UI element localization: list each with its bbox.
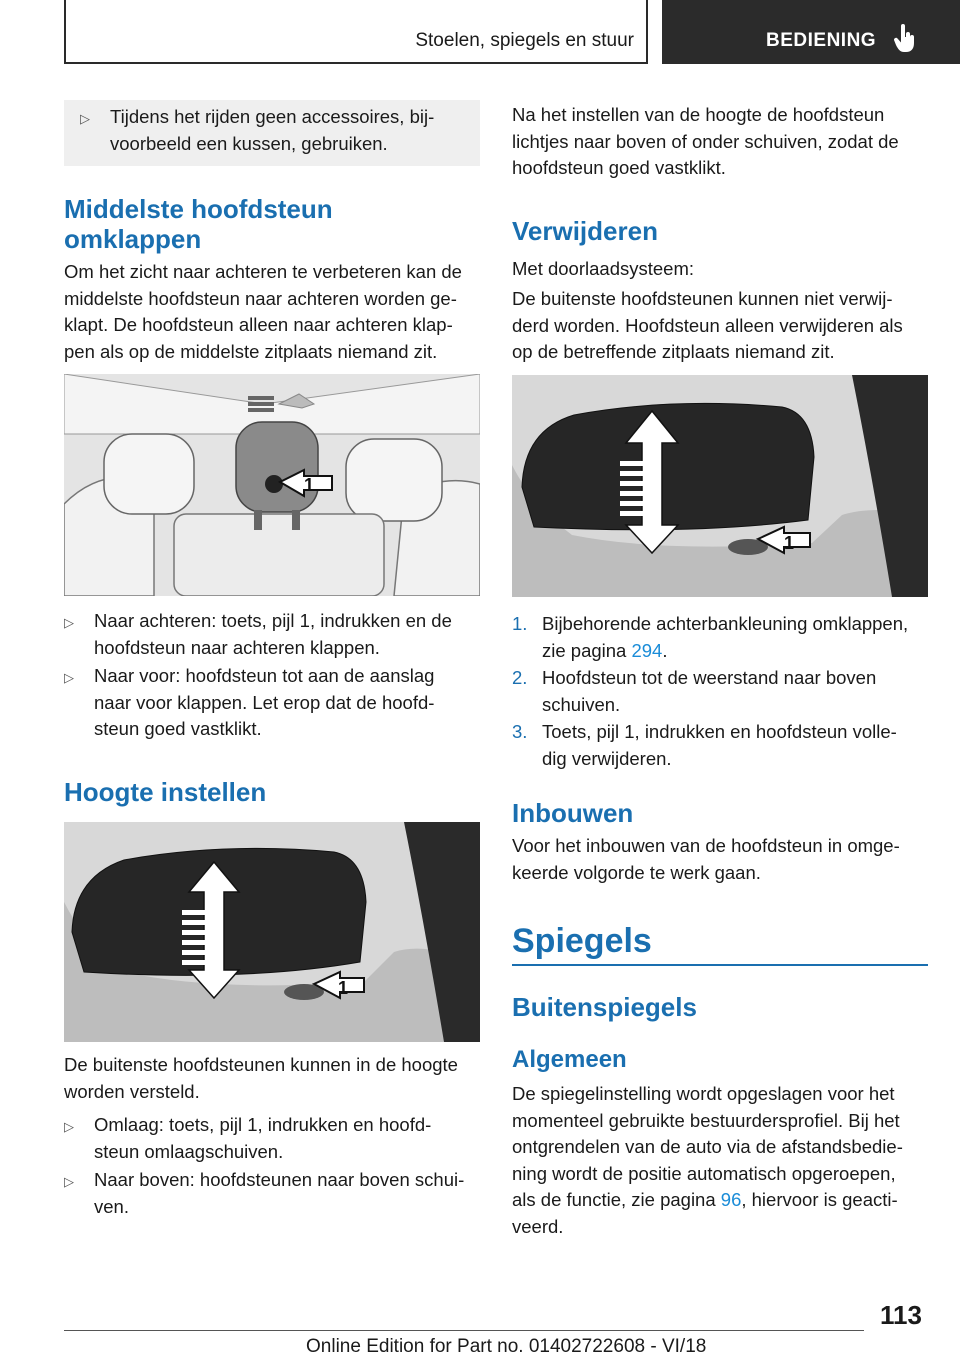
paragraph-install: Voor het inbouwen van de hoofdsteun in omge- keerde volgorde te werk gaan. — [512, 835, 900, 883]
heading-height: Hoogte instellen — [64, 777, 267, 807]
list-item-text: Omlaag: toets, pijl 1, indrukken en hoofd- steun omlaagschuiven. — [94, 1114, 432, 1162]
headrest-remove-illustration — [512, 375, 928, 597]
heading-general: Algemeen — [512, 1046, 627, 1073]
paragraph-general — [512, 1081, 932, 1240]
note-item — [80, 104, 480, 164]
headrest-fold-illustration — [64, 374, 480, 596]
list-item — [64, 1167, 484, 1223]
bullet-triangle-icon: ▷ — [64, 1119, 74, 1134]
callout-1: 1 — [784, 533, 795, 553]
paragraph-general-a: De spiegelinstelling wordt opgeslagen voor het momenteel gebruikte bestuurdersprofiel. Bij het ontgrendelen van de auto via de afstandsbedie- ning wordt de positie automatisch opgeroepen, als de functie, zie pagina — [512, 1083, 903, 1210]
step-item — [512, 611, 932, 667]
header-section-title: Stoelen, spiegels en stuur — [415, 30, 634, 51]
bullet-triangle-icon: ▷ — [64, 670, 74, 685]
step-text: Toets, pijl 1, indrukken en hoofdsteun volle- dig verwijderen. — [542, 721, 897, 769]
step-item — [512, 719, 932, 775]
step-number: 2. — [512, 667, 528, 688]
paragraph-height: De buitenste hoofdsteunen kunnen in de hoogte worden versteld. — [64, 1054, 458, 1102]
list-item — [64, 608, 484, 664]
header-section-box — [64, 0, 648, 64]
page-link[interactable]: 294 — [631, 639, 663, 661]
list-item-text: Naar voor: hoofdsteun tot aan de aanslag naar voor klappen. Let erop dat de hoofd- steun goed vastklikt. — [94, 665, 435, 739]
header-tab — [662, 0, 960, 64]
bullet-triangle-icon: ▷ — [64, 615, 74, 630]
header-tab-label: BEDIENING — [766, 30, 877, 51]
step-number: 3. — [512, 721, 528, 742]
step-number: 1. — [512, 613, 528, 634]
step-item — [512, 665, 932, 721]
bullet-triangle-icon: ▷ — [80, 111, 90, 126]
footer-rule — [64, 1330, 864, 1331]
paragraph-after-adjust: Na het instellen van de hoogte de hoofdsteun lichtjes naar boven of onder schuiven, zodat de hoofdsteun goed vastklikt. — [512, 104, 899, 178]
step-text: Hoofdsteun tot de weerstand naar boven schuiven. — [542, 667, 877, 715]
list-item — [64, 663, 484, 743]
heading-mirrors: Spiegels — [512, 922, 652, 960]
bullet-triangle-icon: ▷ — [64, 1174, 74, 1189]
hand-pointer-icon — [894, 24, 918, 54]
callout-1: 1 — [304, 475, 315, 495]
paragraph-remove-1: Met doorlaadsysteem: — [512, 258, 695, 279]
list-item-text: Naar boven: hoofdsteunen naar boven schui- ven. — [94, 1169, 465, 1217]
step-text-end: . — [662, 639, 668, 661]
section-rule — [512, 964, 928, 966]
footer-edition: Online Edition for Part no. 01402722608 - VI/18 — [306, 1336, 707, 1357]
callout-1: 1 — [338, 978, 349, 998]
step-text-body: Bijbehorende achterbankleuning omklappen, zie pagina — [542, 613, 909, 661]
heading-remove: Verwijderen — [512, 216, 658, 246]
page-number: 113 — [880, 1300, 922, 1330]
heading-install: Inbouwen — [512, 798, 634, 828]
paragraph-fold: Om het zicht naar achteren te verbeteren kan de middelste hoofdsteun naar achteren worden ge- klapt. De hoofdsteun alleen naar achteren klap- pen als op de middelste zitplaats niemand zit. — [64, 261, 462, 362]
headrest-height-illustration — [64, 822, 480, 1042]
step-text — [542, 611, 932, 664]
heading-fold: Middelste hoofdsteun omklappen — [64, 194, 333, 254]
paragraph-general-b: , hiervoor is geacti- veerd. — [512, 1189, 898, 1237]
list-item-text: Naar achteren: toets, pijl 1, indrukken en de hoofdsteun naar achteren klappen. — [94, 610, 452, 658]
note-text: Tijdens het rijden geen accessoires, bij- voorbeeld een kussen, gebruiken. — [110, 106, 435, 154]
paragraph-remove-2: De buitenste hoofdsteunen kunnen niet verwij- derd worden. Hoofdsteun alleen verwijderen als op de betreffende zitplaats niemand zit. — [512, 288, 903, 362]
page-link[interactable]: 96 — [720, 1189, 742, 1210]
list-item — [64, 1112, 484, 1168]
heading-outside-mirrors: Buitenspiegels — [512, 992, 697, 1022]
